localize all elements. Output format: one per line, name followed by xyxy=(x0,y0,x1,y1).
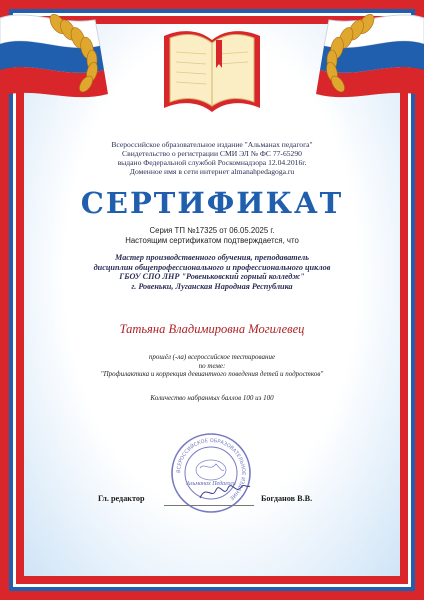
header-line: выдано Федеральной службой Роскомнадзора 12.04.2016г. xyxy=(117,158,307,167)
score-line: Количество набранных баллов 100 из 100 xyxy=(150,394,274,402)
header-line: Всероссийское образовательное издание "Альманах педагога" xyxy=(111,140,313,149)
left-flag-ribbon-icon xyxy=(0,0,150,120)
confirm-line: Настоящим сертификатом подтверждается, что xyxy=(125,236,299,245)
right-flag-ribbon-icon xyxy=(274,0,424,120)
open-book-icon xyxy=(160,18,264,118)
position-line: ГБОУ СПО ЛНР "Ровеньковский горный колледж" xyxy=(119,272,305,282)
test-topic: "Профилактика и коррекция девиантного поведения детей и подростков" xyxy=(100,370,324,379)
certificate-title: СЕРТИФИКАТ xyxy=(80,186,344,220)
test-block xyxy=(0,353,424,379)
stamp-outer-text: ВСЕРОССИЙСКОЕ ОБРАЗОВАТЕЛЬНОЕ ИЗДАНИЕ xyxy=(175,437,247,501)
position-line: Мастер производственного обучения, преподаватель xyxy=(115,253,309,262)
signature-line xyxy=(164,505,254,506)
signature-name: Богданов В.В. xyxy=(261,494,313,503)
position-line: дисциплин общепрофессионального и профессионального циклов xyxy=(93,262,331,272)
position-block xyxy=(0,253,424,291)
series-line: Серия ТП №17325 от 06.05.2025 г. xyxy=(149,226,275,235)
position-line: г. Ровеньки, Луганская Народная Республика xyxy=(131,281,293,291)
publisher-header xyxy=(0,140,424,176)
header-line: Свидетельство о регистрации СМИ ЭЛ № ФС 77-65290 xyxy=(122,149,302,158)
stamp-inner-text: Альманах Педагога xyxy=(186,481,236,487)
series-block xyxy=(0,226,424,246)
test-line: по теме: xyxy=(198,361,226,370)
signature-role: Гл. редактор xyxy=(98,494,145,503)
signature-scribble-icon xyxy=(196,478,252,504)
header-line: Доменное имя в сети интернет almanahpedagoga.ru xyxy=(129,167,295,176)
recipient-name: Татьяна Владимировна Могилевец xyxy=(119,322,305,336)
test-line: прошёл (-ла) всероссийское тестирование xyxy=(148,353,276,361)
